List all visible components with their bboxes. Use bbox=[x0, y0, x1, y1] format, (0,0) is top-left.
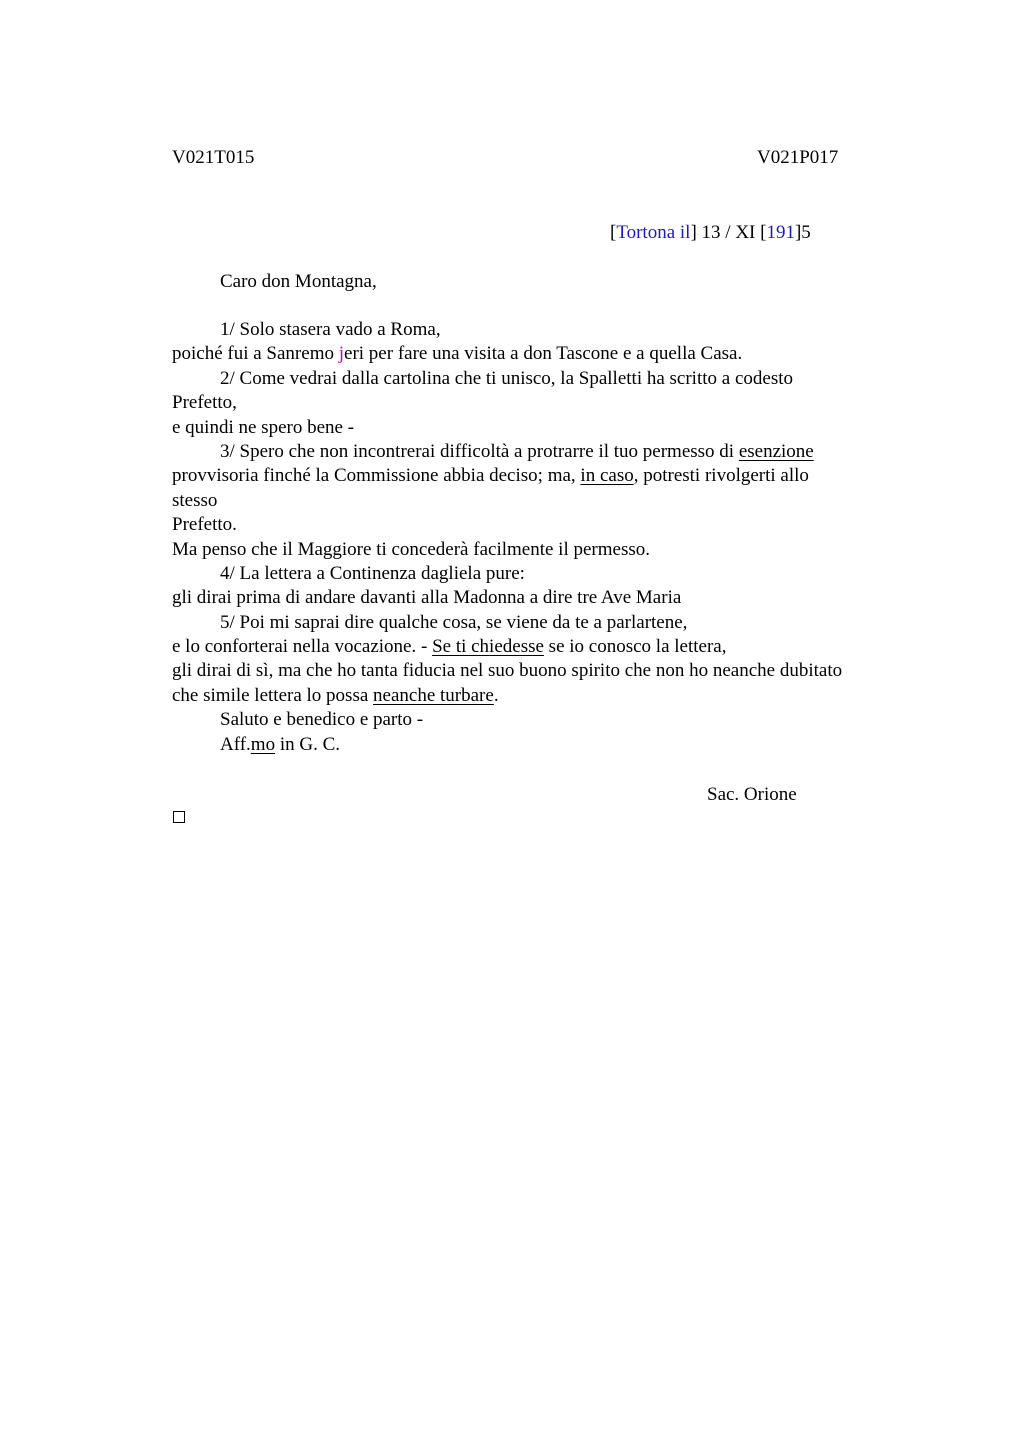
underlined-text: esenzione bbox=[738, 440, 814, 462]
dateline-bracket: [ bbox=[610, 222, 617, 243]
letter-line: Ma penso che il Maggiore ti concederà facilmente il permesso. bbox=[172, 538, 650, 560]
dateline-day-month: 13 / XI bbox=[696, 222, 761, 243]
letter-line: gli dirai prima di andare davanti alla Madonna a dire tre Ave Maria bbox=[172, 587, 682, 609]
letter-line: Prefetto, bbox=[172, 392, 237, 414]
salutation: Caro don Montagna, bbox=[220, 271, 377, 292]
dateline-bracket: [ bbox=[760, 222, 767, 243]
closing-line: Aff.mo in G. C. bbox=[220, 733, 341, 755]
header-left-code: V021T015 bbox=[172, 147, 255, 168]
letter-line: Saluto e benedico e parto - bbox=[220, 709, 424, 731]
underlined-text: Se ti chiedesse bbox=[432, 636, 544, 658]
letter-line: 4/ La lettera a Continenza dagliela pure: bbox=[220, 562, 525, 584]
letter-line: gli dirai di sì, ma che ho tanta fiducia nel suo buono spirito che non ho neanche dubitato bbox=[172, 660, 843, 682]
header-right-code: V021P017 bbox=[757, 147, 839, 168]
letter-line: 2/ Come vedrai dalla cartolina che ti unisco, la Spalletti ha scritto a codesto bbox=[220, 367, 793, 389]
letter-line: 5/ Poi mi saprai dire qualche cosa, se viene da te a parlartene, bbox=[220, 611, 688, 633]
dateline bbox=[610, 221, 811, 245]
letter-body bbox=[172, 318, 912, 757]
letter-line: Prefetto. bbox=[172, 514, 237, 536]
letter-line: poiché fui a Sanremo jeri per fare una visita a don Tascone e a quella Casa. bbox=[172, 343, 743, 365]
underlined-text: neanche turbare bbox=[373, 684, 494, 706]
letter-line: che simile lettera lo possa neanche turbare. bbox=[172, 684, 499, 706]
dateline-place: Tortona il bbox=[616, 222, 691, 243]
letter-line: e lo conforterai nella vocazione. - Se ti chiedesse se io conosco la lettera, bbox=[172, 636, 727, 658]
end-of-document-box-icon bbox=[173, 811, 185, 823]
letter-line: provvisoria finché la Commissione abbia deciso; ma, in caso, potresti rivolgerti allo bbox=[172, 465, 809, 487]
underlined-text: mo bbox=[250, 733, 276, 755]
dateline-bracket: ] bbox=[690, 222, 697, 243]
dateline-bracket: ] bbox=[794, 222, 802, 243]
letter-line: 1/ Solo stasera vado a Roma, bbox=[220, 319, 441, 340]
underlined-text: in caso bbox=[580, 465, 634, 487]
letter-line: 3/ Spero che non incontrerai difficoltà a protrarre il tuo permesso di esenzione bbox=[220, 440, 814, 462]
dateline-year-end: 5 bbox=[801, 222, 811, 243]
letter-line: stesso bbox=[172, 489, 218, 511]
letter-line: e quindi ne spero bene - bbox=[172, 416, 355, 438]
dateline-year-insert: 191 bbox=[766, 222, 795, 243]
signature: Sac. Orione bbox=[707, 784, 797, 805]
variant-letter: j bbox=[338, 343, 345, 365]
